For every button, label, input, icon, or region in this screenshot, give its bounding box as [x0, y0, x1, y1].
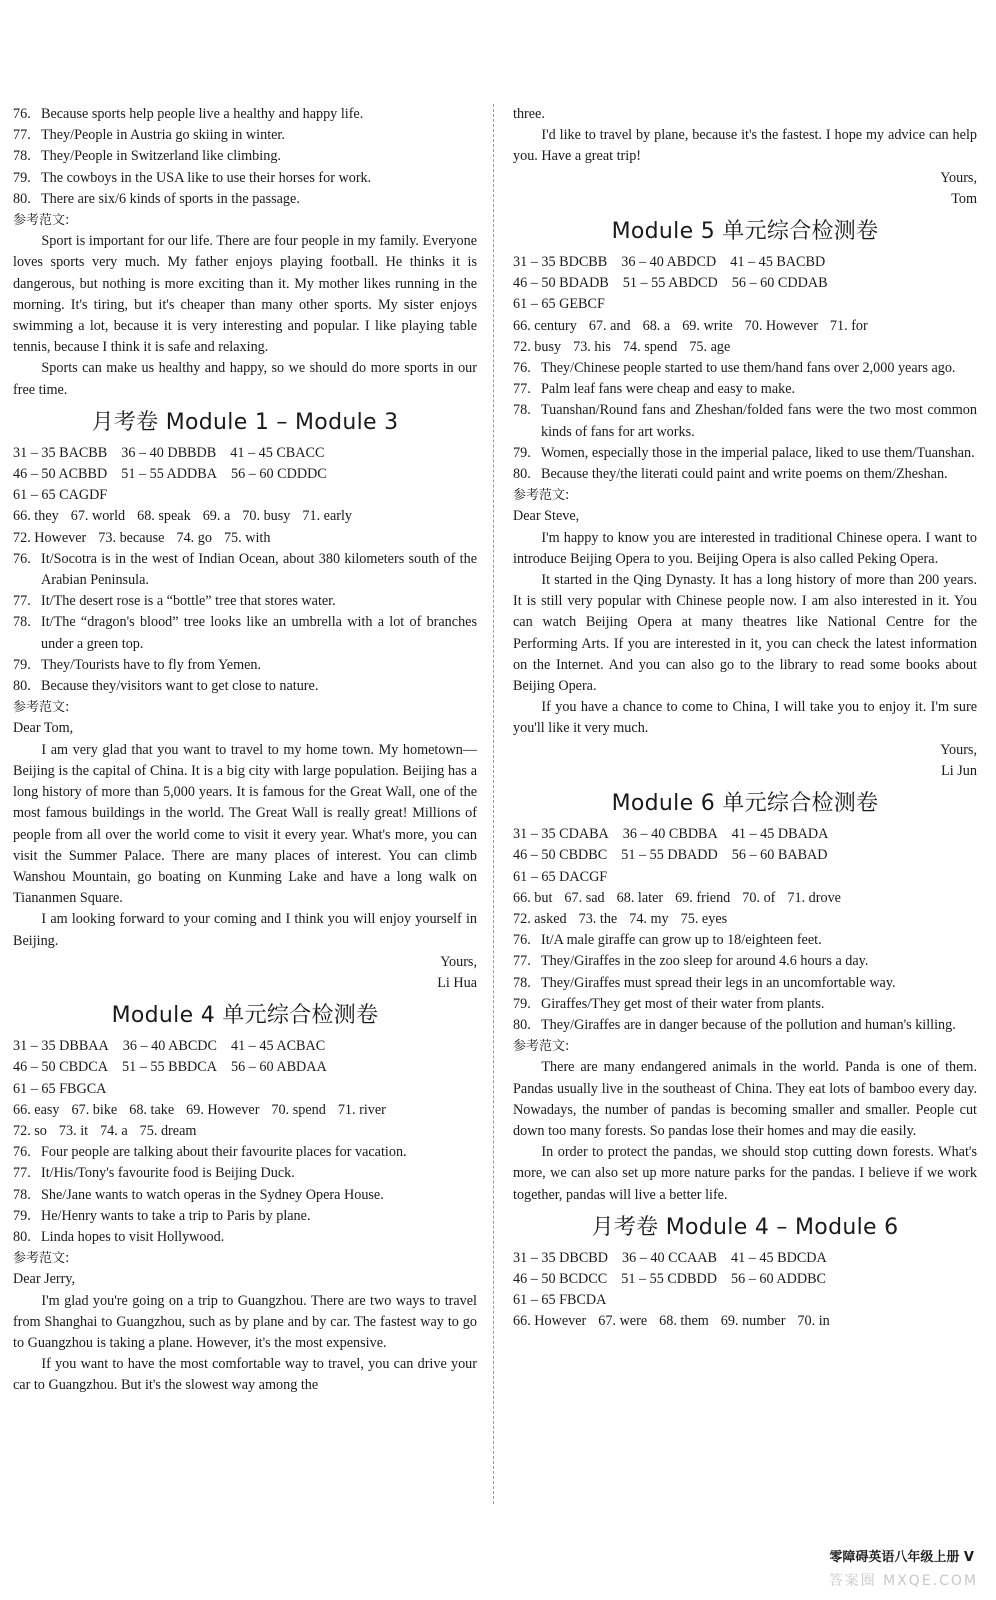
list-item [513, 994, 977, 1015]
item-text: It/The “dragon's blood” tree looks like an umbrella with a lot of branches under a green top. [41, 614, 477, 652]
answer-group: 61 – 65 FBGCA [13, 1080, 107, 1097]
item-number: 79. [13, 169, 31, 186]
fill-answer: 75. eyes [680, 910, 728, 927]
list-item [13, 189, 477, 210]
fill-answer: 70. spend [271, 1101, 326, 1118]
item-text: They/Giraffes in the zoo sleep for around 4.6 hours a day. [541, 953, 869, 970]
fill-answer: 67. were [598, 1313, 648, 1330]
item-text: There are six/6 kinds of sports in the passage. [41, 190, 300, 207]
fill-answer: 69. write [682, 317, 733, 334]
list-item [13, 1185, 477, 1206]
item-text: It/Socotra is in the west of Indian Ocean, about 380 kilometers south of the Arabian Peninsula. [41, 550, 477, 589]
answer-group: 36 – 40 DBBDB [121, 444, 217, 461]
sample-essay-guangzhou [13, 1291, 477, 1397]
item-text: They/Giraffes are in danger because of the pollution and human's killing. [541, 1016, 956, 1033]
answer-group: 46 – 50 BDADB [513, 275, 609, 292]
item-number: 78. [13, 148, 31, 165]
sample-essay-pandas [513, 1057, 977, 1205]
item-number: 78. [13, 614, 31, 631]
item-text: The cowboys in the USA like to use their horses for work. [41, 169, 372, 186]
answer-group: 61 – 65 FBCDA [513, 1292, 607, 1309]
fill-answer: 66. they [13, 508, 59, 525]
fill-line [513, 909, 977, 930]
fill-answer: 68. speak [137, 508, 191, 525]
answer-group: 61 – 65 GEBCF [513, 296, 605, 313]
answer-group: 51 – 55 ABDCD [622, 275, 718, 292]
item-number: 79. [513, 444, 531, 461]
answer-group: 56 – 60 ADDBC [731, 1270, 826, 1287]
list-item [13, 1227, 477, 1248]
section-title-module-5: Module 5 单元综合检测卷 [611, 219, 879, 245]
item-text: Because they/visitors want to get close to nature. [41, 678, 319, 695]
fill-answer: 71. river [337, 1101, 386, 1118]
item-number: 79. [13, 1207, 31, 1224]
fill-answer: 73. the [578, 910, 618, 927]
letter-greeting: Dear Jerry, [13, 1271, 76, 1288]
section-title-module-4: Module 4 单元综合检测卷 [111, 1003, 379, 1029]
answer-line [513, 252, 977, 273]
paragraph: If you want to have the most comfortable way to travel, you can drive your car to Guangzhou. But it's the slowest way among the [13, 1356, 477, 1394]
list-item [513, 930, 977, 951]
fill-answer: 66. but [513, 889, 553, 906]
answer-group: 51 – 55 ADDBA [121, 466, 217, 483]
fill-answer: 72. However [13, 529, 87, 546]
letter-closing: Yours, [940, 169, 977, 186]
column-divider [493, 104, 494, 1504]
answer-group: 46 – 50 BCDCC [513, 1270, 608, 1287]
paragraph: I'm happy to know you are interested in traditional Chinese opera. I want to introduce Beijing Opera to you. Beijing Opera is also called Peking Opera. [513, 529, 977, 567]
paragraph: If you have a chance to come to China, I will take you to enjoy it. I'm sure you'll like it very much. [513, 699, 977, 737]
answer-group: 56 – 60 ABDAA [231, 1059, 327, 1076]
answer-group: 61 – 65 DACGF [513, 868, 608, 885]
letter-signature: Li Jun [941, 762, 977, 779]
page-footer: 零障碍英语八年级上册 V [829, 1550, 974, 1565]
fill-line [13, 1121, 477, 1142]
choice-answers [513, 1248, 977, 1312]
fill-answer: 75. with [223, 529, 271, 546]
answer-line [513, 845, 977, 866]
list-item [513, 443, 977, 464]
item-text: It/A male giraffe can grow up to 18/eighteen feet. [541, 932, 822, 949]
paragraph: In order to protect the pandas, we should stop cutting down forests. What's more, we can also set up more nature parks for the pandas. I believe if we work together, pandas will live a better life. [513, 1144, 977, 1203]
item-text: They/Giraffes must spread their legs in an uncomfortable way. [541, 974, 896, 991]
fill-line [513, 888, 977, 909]
list-item [513, 464, 977, 485]
essay-label: 参考范文: [13, 1251, 70, 1267]
fill-answers [513, 888, 977, 930]
fill-answer: 68. a [642, 317, 671, 334]
fill-answer: 73. his [573, 338, 611, 355]
list-item [13, 655, 477, 676]
fill-answer: 68. later [616, 889, 664, 906]
answer-group: 46 – 50 CBDBC [513, 847, 608, 864]
fill-answer: 74. go [176, 529, 212, 546]
item-number: 78. [13, 1186, 31, 1203]
watermark: 答案圈 MXQE.COM [828, 1573, 978, 1589]
list-item [13, 146, 477, 167]
item-number: 76. [513, 932, 531, 949]
answer-group: 56 – 60 CDDAB [731, 275, 828, 292]
list-item [13, 125, 477, 146]
list-item [13, 1163, 477, 1184]
item-text: Giraffes/They get most of their water from plants. [541, 995, 825, 1012]
sample-essay-beijing [13, 740, 477, 952]
answer-group: 41 – 45 BDCDA [731, 1249, 827, 1266]
answer-line [13, 485, 477, 506]
list-item [13, 1206, 477, 1227]
answer-group: 31 – 35 DBBAA [13, 1038, 109, 1055]
choice-answers [13, 443, 477, 507]
fill-answer: 66. century [513, 317, 577, 334]
fill-answer: 71. early [302, 508, 353, 525]
list-item [513, 973, 977, 994]
answer-group: 56 – 60 CDDDC [231, 466, 327, 483]
item-text: They/Tourists have to fly from Yemen. [41, 656, 262, 673]
item-text: They/People in Austria go skiing in winter. [41, 127, 285, 144]
sample-essay-opera [513, 528, 977, 740]
fill-line [13, 1100, 477, 1121]
fill-answer: 70. of [742, 889, 776, 906]
answer-group: 36 – 40 ABCDC [122, 1038, 217, 1055]
item-text: They/Chinese people started to use them/hand fans over 2,000 years ago. [541, 360, 956, 377]
item-text: Because they/the literati could paint and write poems on them/Zheshan. [541, 466, 948, 483]
answer-line [513, 867, 977, 888]
answer-line [513, 294, 977, 315]
fill-answer: 71. for [829, 317, 868, 334]
fill-line [13, 528, 477, 549]
choice-answers [13, 1036, 477, 1100]
item-number: 78. [513, 974, 531, 991]
answer-line [13, 464, 477, 485]
item-text: Palm leaf fans were cheap and easy to make. [541, 381, 796, 398]
fill-answer: 72. so [13, 1122, 47, 1139]
essay-label: 参考范文: [13, 213, 70, 229]
paragraph: Sports can make us healthy and happy, so we should do more sports in our free time. [13, 360, 477, 398]
item-text: It/The desert rose is a “bottle” tree that stores water. [41, 593, 336, 610]
answer-group: 46 – 50 ACBBD [13, 466, 108, 483]
fill-answer: 66. However [513, 1313, 587, 1330]
fill-line [513, 337, 977, 358]
fill-answers [13, 506, 477, 548]
answer-group: 36 – 40 CBDBA [622, 826, 718, 843]
list-item [513, 951, 977, 972]
fill-answer: 67. bike [71, 1101, 118, 1118]
fill-line [513, 316, 977, 337]
fill-answer: 68. them [659, 1313, 709, 1330]
section-title-module-6: Module 6 单元综合检测卷 [611, 791, 879, 817]
answer-group: 51 – 55 CDBDD [621, 1270, 717, 1287]
left-answers-76-80-vacation [13, 1142, 477, 1248]
paragraph: There are many endangered animals in the world. Panda is one of them. Pandas usually live in the southeast of China. They eat lots of bamboo every day. Nowadays, the number of pandas is becoming smaller and smaller. People cut down too many forests. So pandas lose their homes and may die easily. [513, 1059, 977, 1139]
fill-answer: 73. it [58, 1122, 89, 1139]
answer-group: 41 – 45 ACBAC [231, 1038, 326, 1055]
section-title-monthly-4-6: 月考卷 Module 4 – Module 6 [591, 1214, 899, 1240]
item-number: 76. [13, 106, 31, 122]
list-item [13, 676, 477, 697]
left-column [13, 104, 477, 1397]
item-text: Women, especially those in the imperial palace, liked to use them/Tuanshan. [541, 444, 975, 461]
fill-answer: 72. asked [513, 910, 567, 927]
item-number: 80. [13, 678, 31, 695]
fill-answer: 66. easy [13, 1101, 60, 1118]
list-item [13, 591, 477, 612]
fill-answers [513, 1311, 977, 1332]
fill-answer: 69. However [186, 1101, 260, 1118]
item-text: She/Jane wants to watch operas in the Sydney Opera House. [41, 1186, 384, 1203]
answer-line [513, 1248, 977, 1269]
item-number: 77. [13, 1165, 31, 1182]
list-item [13, 168, 477, 189]
fill-answer: 74. my [629, 910, 669, 927]
fill-answer: 72. busy [513, 338, 562, 355]
list-item [513, 400, 977, 442]
answer-group: 31 – 35 BDCBB [513, 254, 608, 271]
fill-answer: 70. busy [242, 508, 291, 525]
fill-answer: 70. in [797, 1313, 830, 1330]
item-number: 78. [513, 402, 531, 419]
list-item [13, 104, 477, 125]
paragraph: I'm glad you're going on a trip to Guangzhou. There are two ways to travel from Shanghai to Guangzhou, such as by plane and by car. The fastest way to go to Guangzhou is taking a plane. However, it's the most expensive. [13, 1292, 477, 1351]
item-number: 80. [513, 466, 531, 483]
list-item [13, 1142, 477, 1163]
list-item [513, 379, 977, 400]
fill-answer: 67. sad [564, 889, 605, 906]
answer-line [13, 1057, 477, 1078]
item-number: 80. [13, 1228, 31, 1245]
answer-line [13, 1036, 477, 1057]
item-text: He/Henry wants to take a trip to Paris by plane. [41, 1207, 311, 1224]
fill-line [13, 506, 477, 527]
section-title-monthly-1-3: 月考卷 Module 1 – Module 3 [91, 409, 399, 435]
letter-paragraph: I'd like to travel by plane, because it's the fastest. I hope my advice can help you. Have a great trip! [513, 127, 977, 165]
answer-group: 36 – 40 CCAAB [622, 1249, 717, 1266]
list-item [513, 1015, 977, 1036]
letter-greeting: Dear Steve, [513, 508, 580, 525]
paragraph: Sport is important for our life. There are four people in my family. Everyone loves sports very much. My father enjoys playing football. He thinks it is dangerous, but nothing is more exciting than it. My mother likes running in the morning. It's tiring, but it's cheaper than many other sports. My sister enjoys swimming a lot, because it is very interesting and popular. I like playing table tennis, because I think it is safe and relaxing. [13, 233, 477, 356]
item-number: 77. [513, 381, 531, 398]
right-answers-76-80-giraffes [513, 930, 977, 1036]
answer-line [13, 443, 477, 464]
fill-answer: 69. friend [675, 889, 731, 906]
answer-group: 41 – 45 DBADA [731, 826, 829, 843]
item-text: Tuanshan/Round fans and Zheshan/folded fans were the two most common kinds of fans for art works. [541, 402, 977, 440]
answer-line [513, 273, 977, 294]
list-item [13, 612, 477, 654]
right-column [513, 104, 977, 1333]
letter-closing: Yours, [940, 741, 977, 758]
essay-label: 参考范文: [13, 700, 70, 716]
paragraph: It started in the Qing Dynasty. It has a long history of more than 200 years. It is still very popular with Chinese people now. I am also interested in it. You can watch Beijing Opera at many theatres like National Centre for the Performing Arts. If you are interested in it, you can check the latest information on the Internet. And you can also go to the library to read some books about Beijing Opera. [513, 572, 977, 695]
essay-label: 参考范文: [513, 488, 570, 504]
fill-answer: 73. because [98, 529, 165, 546]
left-answers-76-80 [13, 104, 477, 210]
letter-signature: Tom [951, 190, 977, 207]
answer-group: 31 – 35 CDABA [513, 826, 609, 843]
fill-answer: 74. spend [622, 338, 678, 355]
list-item [513, 358, 977, 379]
item-text: Linda hopes to visit Hollywood. [41, 1228, 225, 1245]
fill-answer: 67. and [588, 317, 631, 334]
answer-group: 31 – 35 BACBB [13, 444, 108, 461]
answer-group: 51 – 55 BBDCA [122, 1059, 217, 1076]
essay-label: 参考范文: [513, 1039, 570, 1055]
item-text: They/People in Switzerland like climbing. [41, 148, 281, 165]
answer-line [513, 1269, 977, 1290]
item-number: 77. [513, 953, 531, 970]
fill-answers [13, 1100, 477, 1142]
answer-group: 51 – 55 DBADD [621, 847, 718, 864]
answer-group: 56 – 60 BABAD [731, 847, 828, 864]
answer-group: 36 – 40 ABDCD [621, 254, 717, 271]
fill-answer: 69. number [720, 1313, 786, 1330]
item-number: 76. [513, 360, 531, 377]
item-number: 80. [13, 190, 31, 207]
item-text: Four people are talking about their favourite places for vacation. [41, 1144, 407, 1161]
left-answers-76-80-socotra [13, 549, 477, 697]
fill-answer: 75. dream [139, 1122, 197, 1139]
fill-answer: 70. However [744, 317, 818, 334]
paragraph: I am very glad that you want to travel to my home town. My hometown—Beijing is the capital of China. It is a big city with large population. Beijing has a long history of more than 5,000 years. It is famous for the Great Wall, one of the most famous buildings in the world. The Great Wall is really great! Millions of people from all over the world come to visit it every year. What's more, you can visit the Summer Palace. There are many places of interest. You can climb Wanshou Mountain, go boating on Kunming Lake and have a long walk on Tiananmen Square. [13, 741, 477, 907]
answer-group: 46 – 50 CBDCA [13, 1059, 108, 1076]
list-item [13, 549, 477, 591]
letter-signature: Li Hua [437, 974, 477, 991]
answer-line [13, 1079, 477, 1100]
letter-continuation: three. [513, 106, 545, 122]
answer-line [513, 824, 977, 845]
item-number: 79. [13, 656, 31, 673]
right-answers-76-80-fans [513, 358, 977, 485]
fill-answer: 69. a [202, 508, 231, 525]
sample-essay-sports [13, 231, 477, 401]
item-number: 79. [513, 995, 531, 1012]
fill-answers [513, 316, 977, 358]
letter-greeting: Dear Tom, [13, 720, 74, 737]
item-number: 77. [13, 127, 31, 144]
letter-closing: Yours, [440, 953, 477, 970]
answer-line [513, 1290, 977, 1311]
fill-answer: 75. age [689, 338, 731, 355]
choice-answers [513, 252, 977, 316]
item-number: 76. [13, 1144, 31, 1161]
answer-group: 41 – 45 CBACC [230, 444, 325, 461]
answer-group: 61 – 65 CAGDF [13, 487, 108, 504]
fill-line [513, 1311, 977, 1332]
paragraph: I am looking forward to your coming and I think you will enjoy yourself in Beijing. [13, 911, 477, 949]
item-number: 80. [513, 1016, 531, 1033]
fill-answer: 74. a [100, 1122, 128, 1139]
answer-group: 41 – 45 BACBD [730, 254, 826, 271]
fill-answer: 71. drove [787, 889, 841, 906]
choice-answers [513, 824, 977, 888]
item-text: It/His/Tony's favourite food is Beijing Duck. [41, 1165, 295, 1182]
item-text: Because sports help people live a healthy and happy life. [41, 106, 364, 122]
fill-answer: 68. take [129, 1101, 175, 1118]
item-number: 76. [13, 550, 31, 567]
item-number: 77. [13, 593, 31, 610]
fill-answer: 67. world [70, 508, 126, 525]
answer-group: 31 – 35 DBCBD [513, 1249, 608, 1266]
